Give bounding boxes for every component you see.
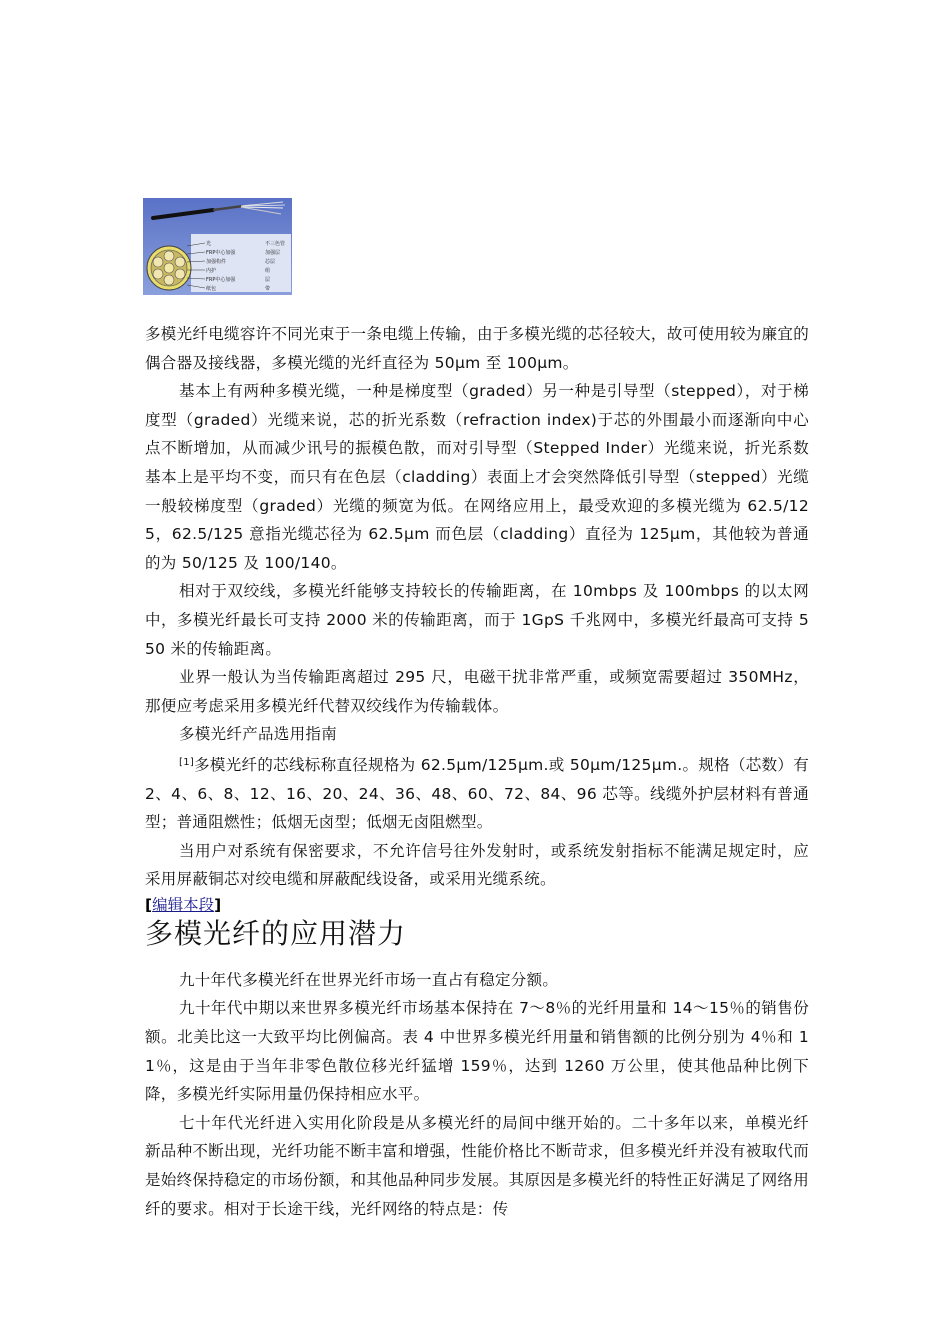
market-share-paragraph: 九十年代多模光纤在世界光纤市场一直占有稳定分额。 — [179, 970, 559, 989]
edit-link-open-bracket: [ — [145, 895, 153, 914]
figure-label-right-1: 加强层 — [265, 250, 281, 256]
reference-marker[interactable]: [1] — [179, 756, 195, 768]
figure-label-left-1: FRP中心加强 — [206, 250, 236, 256]
graded-stepped-paragraph: 基本上有两种多模光缆，一种是梯度型（graded）另一种是引导型（stepped），对于梯度型（graded）光缆来说，芯的折光系数（refraction index)于芯的外围最小而逐渐向中心点不断增加，从而减少讯号的振模色散，而对引导型（Stepped Inder）光缆来说，折光系数基本上是平均不变，而只有在色层（cladding）表面上才会突然降低引导型（stepped）光缆一般较梯度型（graded）光缆的频宽为低。在网络应用上，最受欢迎的多模光缆为 62.5/125，62.5/125 意指光缆芯径为 62.5μm 而色层（cladding）直径为 125μm，其他较为普通的为 50/125 及 100/140。 — [145, 382, 809, 572]
security-paragraph: 当用户对系统有保密要求，不允许信号往外发射时，或系统发射指标不能满足规定时，应采用屏蔽铜芯对绞电缆和屏蔽配线设备，或采用光缆系统。 — [145, 841, 809, 889]
figure-label-left-5: 纸包 — [206, 286, 217, 292]
figure-label-left-2: 加强构件 — [206, 259, 227, 265]
market-stats-paragraph: 九十年代中期以来世界多模光纤市场基本保持在 7～8％的光纤用量和 14～15％的销售份额。北美比这一大致平均比例偏高。表 4 中世界多模光纤用量和销售额的比例分别为 4％和 11％，这是由于当年非零色散位移光纤猛增 159％，达到 1260 万公里，使其他品种比例下降，多模光纤实际用量仍保持相应水平。 — [145, 999, 809, 1104]
figure-label-right-2: 芯层 — [265, 259, 276, 265]
fiber-cable-illustration — [143, 198, 292, 295]
edit-section-link[interactable]: 编辑本段 — [152, 895, 215, 914]
edit-link-close-bracket: ] — [214, 895, 222, 914]
guide-paragraph-text: 多模光纤的芯线标称直径规格为 62.5μm/125μm.或 50μm/125μm.。规格（芯数）有 2、4、6、8、12、16、20、24、36、48、60、72、84、96 芯等。线缆外护层材料有普通型；普通阻燃性；低烟无卤型；低烟无卤阻燃型。 — [145, 755, 809, 832]
fiber-cable-image — [143, 198, 292, 295]
article-body — [145, 320, 809, 1223]
guide-heading: 多模光纤产品选用指南 — [179, 725, 338, 744]
figure-label-left-0: 光 — [206, 241, 212, 247]
intro-paragraph: 多模光纤电缆容许不同光束于一条电缆上传输，由于多模光缆的芯径较大，故可使用较为廉宜的偶合器及接线器，多模光缆的光纤直径为 50μm 至 100μm。 — [145, 325, 809, 372]
figure-label-right-5: 带 — [265, 286, 271, 292]
figure-label-right-3: 组 — [265, 268, 271, 274]
figure-label-left-3: 内护 — [206, 268, 217, 274]
figure-label-right-4: 层 — [265, 277, 271, 283]
guide-paragraph — [145, 749, 809, 837]
history-paragraph: 七十年代光纤进入实用化阶段是从多模光纤的局间中继开始的。二十多年以来，单模光纤新品种不断出现，光纤功能不断丰富和增强，性能价格比不断苛求，但多模光纤并没有被取代而是始终保持稳定的市场份额，和其他品种同步发展。其原因是多模光纤的特性正好满足了网络用纤的要求。相对于长途干线，光纤网络的特点是：传 — [145, 1113, 809, 1218]
edit-section-link-wrap — [145, 894, 809, 916]
figure-label-right-0: 不三色管 — [265, 241, 286, 247]
distance-paragraph: 相对于双绞线，多模光纤能够支持较长的传输距离，在 10mbps 及 100mbps 的以太网中，多模光纤最长可支持 2000 米的传输距离，而于 1GpS 千兆网中，多模光纤最高可支持 550 米的传输距离。 — [145, 582, 809, 658]
figure-label-left-4: FRP中心加强 — [206, 277, 236, 283]
emi-paragraph: 业界一般认为当传输距离超过 295 尺，电磁干扰非常严重，或频宽需要超过 350MHz，那便应考虑采用多模光纤代替双绞线作为传输载体。 — [145, 668, 809, 715]
section-title: 多模光纤的应用潜力 — [145, 916, 407, 950]
